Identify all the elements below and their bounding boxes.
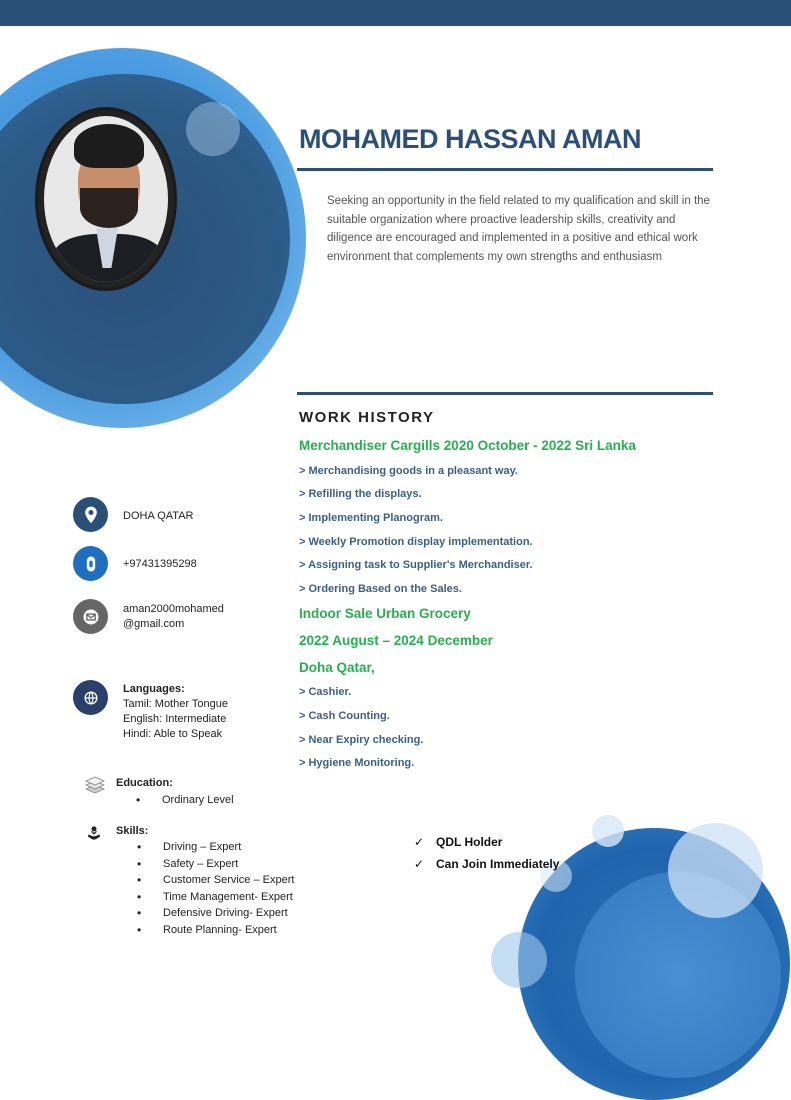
job1-duty: > Implementing Planogram. — [299, 512, 443, 524]
job2-location: Doha Qatar, — [299, 660, 375, 675]
skills-heading: Skills: — [116, 825, 149, 837]
job1-duty: > Ordering Based on the Sales. — [299, 583, 462, 595]
candidate-name: MOHAMED HASSAN AMAN — [299, 124, 641, 154]
decorative-bubble — [186, 102, 240, 156]
skills-list — [137, 839, 294, 938]
decorative-bubble — [592, 815, 624, 847]
top-banner — [0, 0, 791, 26]
email-icon — [73, 599, 108, 634]
job1-heading: Merchandiser Cargills 2020 October - 2022 Sri Lanka — [299, 438, 636, 453]
location-pin-icon — [73, 497, 108, 532]
books-icon — [83, 775, 107, 795]
job2-duty: > Cashier. — [299, 686, 352, 698]
language-item: Tamil: Mother Tongue — [123, 698, 228, 710]
job1-duty: > Refilling the displays. — [299, 488, 422, 500]
name-divider — [297, 168, 713, 171]
skills-icon — [82, 823, 106, 843]
education-heading: Education: — [116, 777, 173, 789]
language-item: English: Intermediate — [123, 713, 227, 725]
languages-block — [123, 682, 228, 742]
email-line: @gmail.com — [123, 618, 185, 630]
checkmark-icon: ✓ — [414, 835, 425, 849]
email-line: aman2000mohamed — [123, 603, 224, 615]
job1-duty: > Assigning task to Supplier's Merchandiser. — [299, 559, 533, 571]
skill-item: • Customer Service – Expert — [137, 872, 294, 889]
extra-item — [414, 835, 502, 849]
skill-item: • Driving – Expert — [137, 839, 294, 856]
decorative-bubble — [491, 932, 547, 988]
extra-item-label: QDL Holder — [436, 835, 503, 849]
skill-item: • Safety – Expert — [137, 856, 294, 873]
email-address[interactable] — [123, 602, 224, 632]
skill-item: • Route Planning- Expert — [137, 922, 294, 939]
decorative-bubble — [668, 823, 763, 918]
job2-heading: Indoor Sale Urban Grocery — [299, 606, 471, 621]
extra-item — [414, 857, 559, 871]
checkmark-icon: ✓ — [414, 857, 425, 871]
skill-item: • Time Management- Expert — [137, 889, 294, 906]
job2-duty: > Cash Counting. — [299, 710, 390, 722]
job2-dates: 2022 August – 2024 December — [299, 633, 493, 648]
languages-heading: Languages: — [123, 683, 185, 695]
job2-duty: > Hygiene Monitoring. — [299, 757, 415, 769]
section-divider — [297, 392, 713, 395]
career-summary: Seeking an opportunity in the field related to my qualification and skill in the suitable organization where proactive leadership skills, creativity and diligence are encouraged and implemented in a positive and ethical work environment that complements my own strengths and enthusiasm — [327, 195, 710, 263]
phone-icon — [73, 546, 108, 581]
skill-item: • Defensive Driving- Expert — [137, 905, 294, 922]
profile-photo — [38, 110, 174, 288]
job1-duty: > Weekly Promotion display implementation. — [299, 536, 533, 548]
job1-duty: > Merchandising goods in a pleasant way. — [299, 465, 518, 477]
education-item: • Ordinary Level — [136, 792, 234, 809]
phone-number[interactable]: +97431395298 — [123, 558, 197, 570]
extra-item-label: Can Join Immediately — [436, 857, 560, 871]
work-history-title: WORK HISTORY — [299, 409, 435, 426]
globe-icon — [73, 680, 108, 715]
language-item: Hindi: Able to Speak — [123, 728, 223, 740]
location-text: DOHA QATAR — [123, 510, 194, 522]
education-list — [136, 792, 234, 809]
job2-duty: > Near Expiry checking. — [299, 734, 424, 746]
